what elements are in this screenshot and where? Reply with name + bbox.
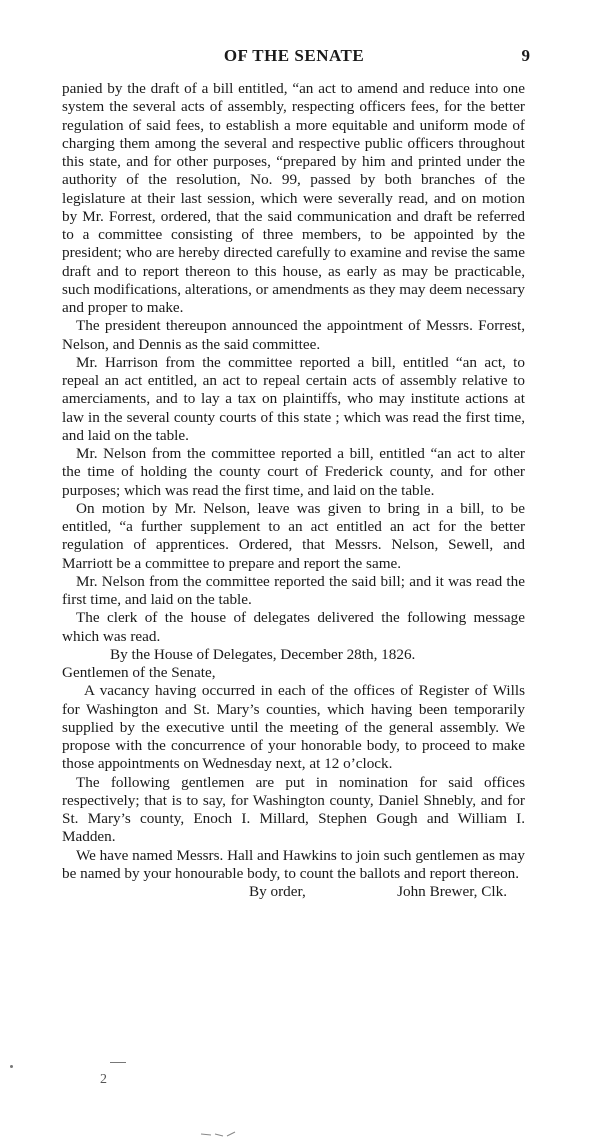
message-paragraph-nominations: The following gentlemen are put in nomination for said offices respectively; that is to say, for Washington county, Daniel Shnebly, and for St. Mary’s county, Enoch I. Millard, Stephen Gough and William I. Madden. bbox=[62, 773, 525, 846]
dash-mark bbox=[110, 1062, 126, 1063]
page-header bbox=[58, 46, 530, 68]
footer-scratch-mark bbox=[199, 1131, 239, 1137]
paragraph-nelson-report: Mr. Nelson from the committee reported the said bill; and it was read the first time, and laid on the table. bbox=[62, 572, 525, 608]
message-paragraph-ballots: We have named Messrs. Hall and Hawkins to join such gentlemen as may be named by your honourable body, to count the ballots and report thereon. bbox=[62, 846, 525, 882]
message-dateline: By the House of Delegates, December 28th, 1826. bbox=[110, 645, 416, 663]
paragraph-nelson-bill: Mr. Nelson from the committee reported a bill, entitled “an act to alter the time of holding the county court of Frederick county, and for other purposes; which was read the first time, and laid on the table. bbox=[62, 445, 525, 499]
paragraph-clerk-message: The clerk of the house of delegates delivered the following message which was read. bbox=[62, 609, 525, 645]
paragraph-continued: panied by the draft of a bill entitled, “an act to amend and reduce into one system the several acts of assembly, respecting officers fees, for the better regulation of said fees, to establish a more equitable and uniform mode of charging them among the several and respective public officers throughout this state, and for other purposes, “prepared by him and printed under the authority of the resolution, No. 99, passed by both branches of the legislature at their last session, which were severally read, and on motion by Mr. Forrest, ordered, that the said communication and draft be referred to a committee consisting of three members, to be appointed by the president; who are hereby directed carefully to examine and revise the same draft and to report thereon to this house, as early as may be practicable, such modifications, alterations, or amendments as they may deem necessary and proper to make. bbox=[62, 80, 525, 316]
paragraph-nelson-motion: On motion by Mr. Nelson, leave was given to bring in a bill, to be entitled, “a further supplement to an act entitled an act for the better regulation of apprentices. Ordered, that Messrs. Nelson, Sewell, and Marriott be a committee to prepare and report the same. bbox=[62, 499, 525, 572]
signature-line bbox=[62, 883, 525, 903]
signature-mark: 2 bbox=[100, 1072, 107, 1087]
signature-name: John Brewer, Clk. bbox=[397, 883, 507, 900]
margin-dot bbox=[10, 1065, 13, 1068]
paragraph-harrison-bill: Mr. Harrison from the committee reported a bill, entitled “an act, to repeal an act entitled, an act to repeal certain acts of assembly relative to amerciaments, and to lay a tax on plaintiffs, who may institute actions at law in the several county courts of this state ; which was read the first time, and laid on the table. bbox=[62, 353, 525, 444]
signature-order: By order, bbox=[249, 883, 306, 900]
page-number: 9 bbox=[521, 46, 530, 65]
running-head: OF THE SENATE bbox=[223, 46, 365, 65]
message-salutation: Gentlemen of the Senate, bbox=[62, 664, 216, 681]
paragraph-committee-appointment: The president thereupon announced the appointment of Messrs. Forrest, Nelson, and Dennis as the said committee. bbox=[62, 317, 525, 353]
message-paragraph-vacancy: A vacancy having occurred in each of the offices of Register of Wills for Washington and St. Mary’s counties, which having been temporarily supplied by the executive until the meeting of the general assembly. We propose with the concurrence of your honorable body, to proceed to make those appointments on Wednesday next, at 12 o’clock. bbox=[62, 682, 525, 773]
body-text bbox=[62, 80, 525, 903]
